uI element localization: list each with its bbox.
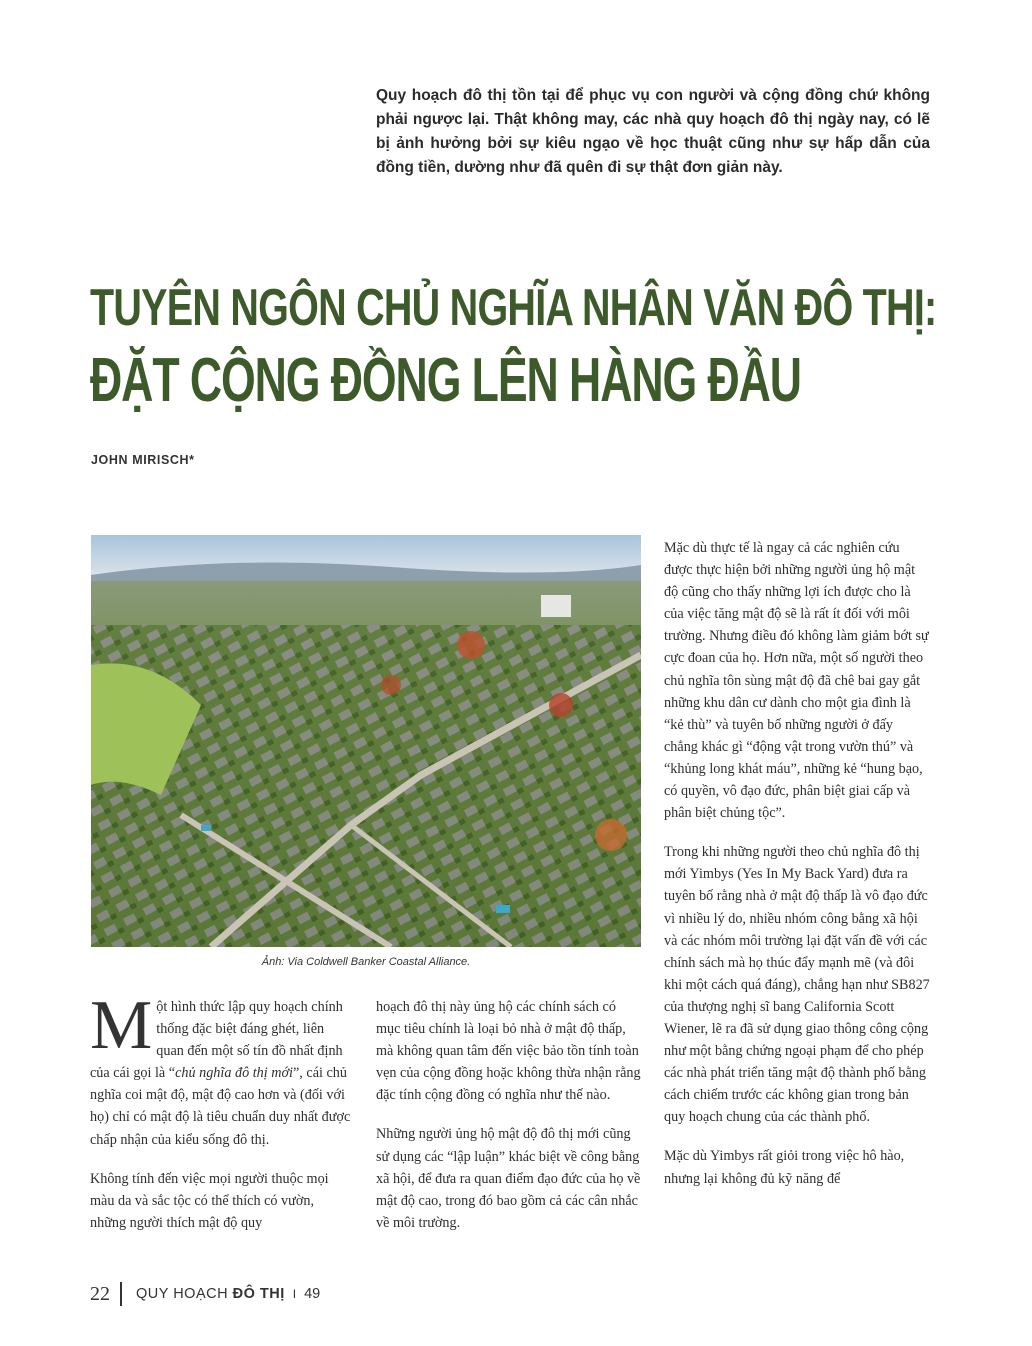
body-column-3 (664, 537, 930, 1207)
emphasis: chủ nghĩa đô thị mới (175, 1065, 293, 1082)
body-column-2 (376, 996, 641, 1251)
paragraph (90, 987, 352, 1151)
article-title-line-1: TUYÊN NGÔN CHỦ NGHĨA NHÂN VĂN ĐÔ THỊ: (90, 279, 937, 337)
issue-number: 49 (304, 1286, 321, 1302)
paragraph: Trong khi những người theo chủ nghĩa đô thị mới Yimbys (Yes In My Back Yard) đưa ra tuyên bố rằng nhà ở mật độ thấp là vô đạo đức vì nhiều lý do, nhiều nhóm công bằng xã hội và các nhóm môi trường lại đặt vấn đề với các chính sách mà họ thúc đẩy mạnh mẽ (và đôi khi một cách quá đáng), chẳng hạn như SB827 của thượng nghị sĩ bang California Scott Wiener, lẽ ra đã sử dụng giao thông công cộng như một bằng chứng ngoại phạm để cho phép các nhà phát triển tăng mật độ thành phố bằng cách chiếm trước các không gian trong bản quy hoạch chung của các thành phố. (664, 844, 930, 1126)
photo-caption: Ảnh: Via Coldwell Banker Coastal Alliance. (261, 956, 471, 968)
paragraph: Mặc dù Yimbys rất giỏi trong việc hô hào, nhưng lại không đủ kỹ năng để (664, 1148, 905, 1187)
paragraph: Những người ủng hộ mật độ đô thị mới cũng sử dụng các “lập luận” khác biệt về công bằng xã hội, để đưa ra quan điểm đạo đức của họ về mật độ cao, trong đó bao gồm cả các cân nhắc về môi trường. (376, 1126, 641, 1231)
magazine-name-bold: ĐÔ THỊ (232, 1286, 285, 1302)
page-number: 22 (90, 1282, 110, 1305)
magazine-name-part: QUY HOẠCH (136, 1286, 233, 1302)
aerial-neighborhood-photo (91, 535, 641, 947)
text-run: ”, cái chủ nghĩa coi mật độ, mật độ cao hơn và (đối với họ) chỉ có mật độ là tiêu chuẩn duy nhất được chấp nhận của kiểu sống đô thị. (90, 1065, 351, 1148)
footer-divider (120, 1282, 122, 1306)
drop-cap: M (90, 987, 153, 1064)
footer-separator: I (292, 1287, 297, 1301)
paragraph: Mặc dù thực tế là ngay cả các nghiên cứu được thực hiện bởi những người ủng hộ mật độ cũng cho thấy những lợi ích được cho là của việc tăng mật độ sẽ là rất ít đối với môi trường. Nhưng điều đó không làm giảm bớt sự cực đoan của họ. Hơn nữa, một số người theo chủ nghĩa tôn sùng mật độ đã chê bai gay gắt những khu dân cư dành cho một gia đình là “kẻ thù” và tuyên bố những người ở đấy chẳng khác gì “động vật trong vườn thú” và “khủng long khát máu”, những kẻ “hung bạo, có quyền, vô đạo đức, phân biệt giai cấp và phân biệt chủng tộc”. (664, 540, 929, 822)
lede-paragraph: Quy hoạch đô thị tồn tại để phục vụ con người và cộng đồng chứ không phải ngược lại. Thật không may, các nhà quy hoạch đô thị ngày nay, có lẽ bị ảnh hưởng bởi sự kiêu ngạo về học thuật cũng như sự hấp dẫn của đồng tiền, dường như đã quên đi sự thật đơn giản này. (376, 87, 930, 176)
author-byline: JOHN MIRISCH* (91, 453, 195, 467)
paragraph: hoạch đô thị này ủng hộ các chính sách có mục tiêu chính là loại bỏ nhà ở mật độ thấp, mà không quan tâm đến việc bảo tồn tính toàn vẹn của cộng đồng hoặc không thừa nhận rằng đặc tính cộng đồng có nghĩa như thế nào. (376, 999, 641, 1104)
article-title-line-2: ĐẶT CỘNG ĐỒNG LÊN HÀNG ĐẦU (90, 346, 801, 415)
text-run: ột hình thức lập quy hoạch chính thống đặc biệt đáng ghét, liên quan đến một số tín đồ nhất định của cái gọi là “ (90, 999, 343, 1082)
page-footer (90, 1280, 320, 1308)
paragraph: Không tính đến việc mọi người thuộc mọi màu da và sắc tộc có thể thích có vườn, những người thích mật độ quy (90, 1170, 329, 1231)
magazine-name (136, 1286, 285, 1302)
body-column-1 (90, 987, 352, 1251)
